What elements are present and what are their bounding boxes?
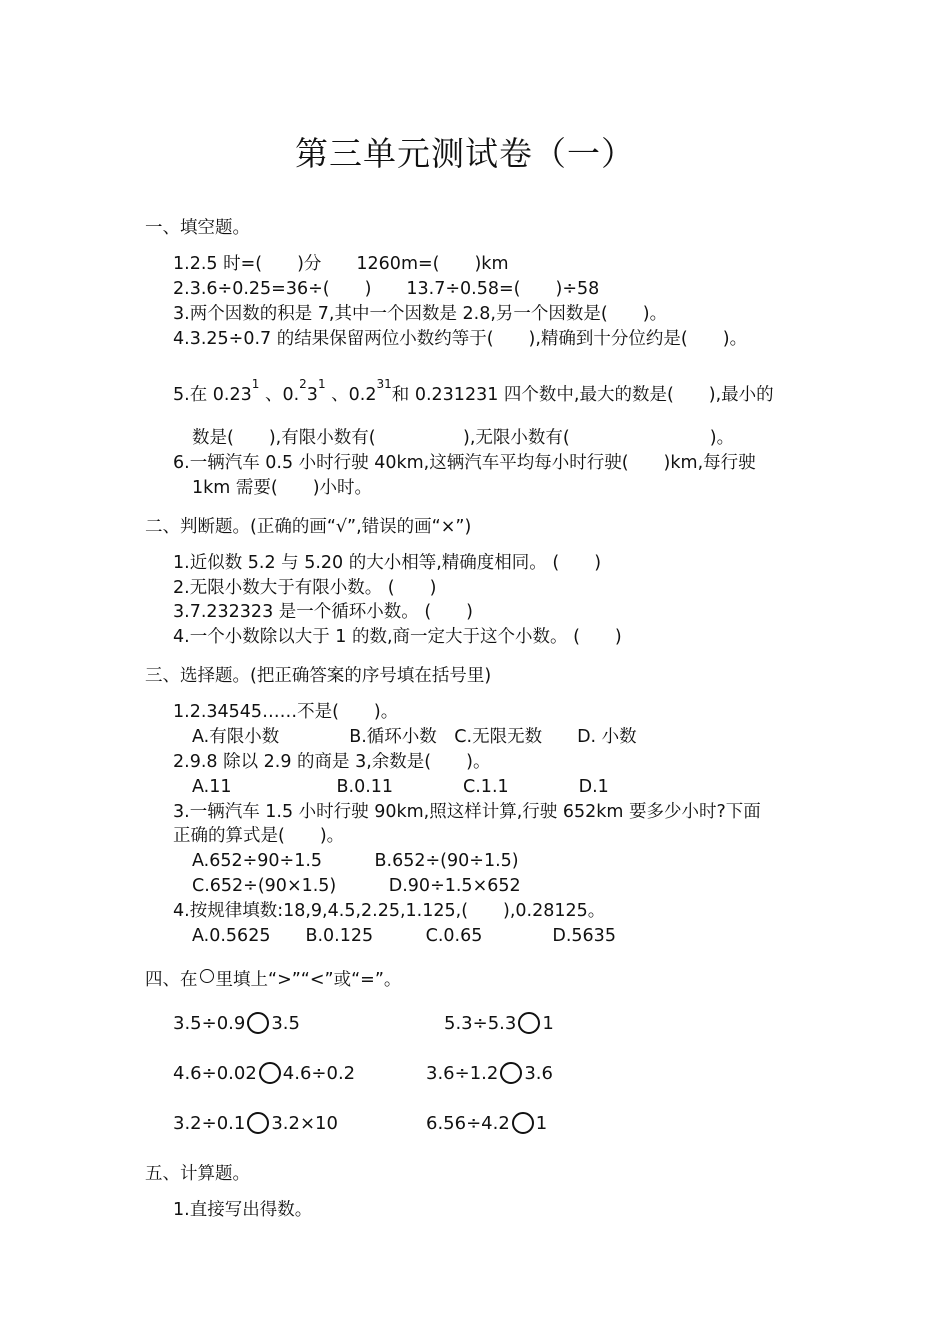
compare-item: [426, 1112, 547, 1134]
question-3-4-options: A.0.5625 B.0.125 C.0.65 D.5635: [192, 926, 616, 946]
answer-circle[interactable]: [259, 1062, 281, 1084]
section-heading-compare: [145, 966, 401, 991]
compare-right: 4.6÷0.2: [282, 1062, 356, 1084]
section-heading-calculation: 五、计算题。: [145, 1164, 250, 1184]
section-heading-multiple-choice: 三、选择题。(把正确答案的序号填在括号里): [145, 666, 492, 686]
question-3-1: 1.2.34545……不是( )。: [173, 702, 399, 722]
circle-icon: [200, 969, 214, 983]
compare-item: [173, 1062, 355, 1084]
repeating-digit-mark: 2: [299, 377, 307, 391]
question-1-4: 4.3.25÷0.7 的结果保留两位小数约等于( ),精确到十分位约是( )。: [173, 329, 748, 349]
question-1-6: 6.一辆汽车 0.5 小时行驶 40km,这辆汽车平均每小时行驶( )km,每行驶: [173, 453, 756, 473]
compare-right: 1: [535, 1112, 548, 1134]
question-3-4: 4.按规律填数:18,9,4.5,2.25,1.125,( ),0.28125。: [173, 901, 606, 921]
compare-left: 5.3÷5.3: [444, 1012, 517, 1034]
question-1-3: 3.两个因数的积是 7,其中一个因数是 2.8,另一个因数是( )。: [173, 304, 668, 324]
compare-item: [173, 1012, 300, 1034]
repeating-digit-mark: 1: [251, 377, 260, 391]
compare-left: 3.6÷1.2: [426, 1062, 499, 1084]
compare-heading-part-b: 里填上“>”“<”或“=”。: [215, 970, 402, 990]
question-2-4: 4.一个小数除以大于 1 的数,商一定大于这个小数。 ( ): [173, 627, 622, 647]
question-1-1: 1.2.5 时=( )分 1260m=( )km: [173, 254, 509, 274]
answer-circle[interactable]: [247, 1012, 269, 1034]
section-heading-true-false: 二、判断题。(正确的画“√”,错误的画“×”): [145, 517, 472, 537]
compare-right: 3.5: [271, 1012, 300, 1034]
question-1-5-part-d: 和 0.231231 四个数中,最大的数是( ),最小的: [391, 385, 774, 405]
compare-item: [426, 1062, 553, 1084]
compare-left: 3.2÷0.1: [173, 1112, 246, 1134]
compare-right: 1: [542, 1012, 554, 1034]
compare-left: 3.5÷0.9: [173, 1012, 246, 1034]
answer-circle[interactable]: [512, 1112, 534, 1134]
question-1-5-part-c: 、0.2: [331, 385, 377, 405]
question-2-1: 1.近似数 5.2 与 5.20 的大小相等,精确度相同。 ( ): [173, 553, 602, 573]
question-3-1-options: A.有限小数 B.循环小数 C.无限无数 D. 小数: [192, 727, 637, 747]
question-1-6-line-2: 1km 需要( )小时。: [192, 478, 373, 498]
question-3-3: 3.一辆汽车 1.5 小时行驶 90km,照这样计算,行驶 652km 要多少小时?下面: [173, 802, 761, 822]
question-3-2: 2.9.8 除以 2.9 的商是 3,余数是( )。: [173, 752, 491, 772]
question-5-1: 1.直接写出得数。: [173, 1200, 313, 1220]
question-1-5-part-b: 、0.: [264, 385, 300, 405]
answer-circle[interactable]: [247, 1112, 269, 1134]
compare-item: [444, 1012, 554, 1034]
question-1-5: [173, 377, 774, 406]
answer-circle[interactable]: [518, 1012, 540, 1034]
question-3-3-options-1: A.652÷90÷1.5 B.652÷(90÷1.5): [192, 851, 519, 871]
repeating-digit-mark: 1: [317, 377, 326, 391]
question-1-5-part-a: 5.在 0.23: [173, 385, 252, 405]
compare-right: 3.6: [524, 1062, 553, 1084]
compare-left: 4.6÷0.02: [173, 1062, 257, 1084]
compare-item: [173, 1112, 338, 1134]
question-2-3: 3.7.232323 是一个循环小数。 ( ): [173, 602, 473, 622]
question-3-3-line-2: 正确的算式是( )。: [173, 826, 345, 846]
question-2-2: 2.无限小数大于有限小数。 ( ): [173, 578, 437, 598]
question-1-5-line-2: 数是( ),有限小数有( ),无限小数有( )。: [192, 428, 735, 448]
answer-circle[interactable]: [500, 1062, 522, 1084]
question-3-2-options: A.11 B.0.11 C.1.1 D.1: [192, 777, 609, 797]
question-1-5-part-b2: 3: [306, 385, 318, 405]
compare-left: 6.56÷4.2: [426, 1112, 510, 1134]
repeating-digit-mark: 31: [376, 377, 392, 391]
section-heading-fill-blank: 一、填空题。: [145, 218, 250, 238]
compare-right: 3.2×10: [271, 1112, 338, 1134]
question-1-2: 2.3.6÷0.25=36÷( ) 13.7÷0.58=( )÷58: [173, 279, 600, 299]
question-3-3-options-2: C.652÷(90×1.5) D.90÷1.5×652: [192, 876, 521, 896]
compare-heading-part-a: 四、在: [145, 970, 198, 990]
page-title: 第三单元测试卷（一）: [295, 134, 635, 173]
